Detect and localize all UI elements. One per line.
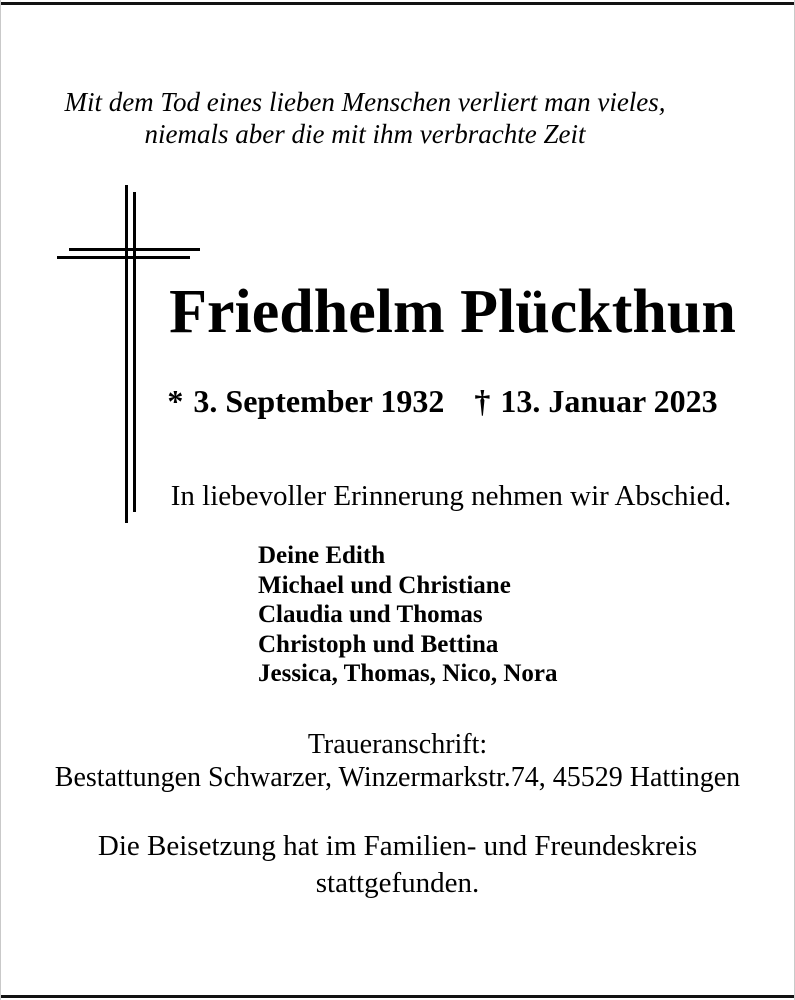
mourning-address: Bestattungen Schwarzer, Winzermarkstr.74, 45529 Hattingen xyxy=(54,762,741,793)
mourner-line: Jessica, Thomas, Nico, Nora xyxy=(258,660,558,687)
mourner-line: Michael und Christiane xyxy=(258,571,511,599)
death-date xyxy=(474,385,717,417)
cross-vertical-stroke-right xyxy=(133,192,136,512)
bottom-frame-line xyxy=(0,995,795,998)
death-date-text: 13. Januar 2023 xyxy=(500,383,718,419)
closing-line-1: Die Beisetzung hat im Familien- und Freundeskreis xyxy=(97,830,698,862)
birth-star-icon: * xyxy=(167,383,184,419)
deceased-name: Friedhelm Plückthun xyxy=(169,278,736,346)
epigraph xyxy=(0,86,730,150)
mourner-line: Christoph und Bettina xyxy=(258,630,499,658)
epigraph-line-2: niemals aber die mit ihm verbrachte Zeit xyxy=(144,119,586,149)
birth-date-text: 3. September 1932 xyxy=(193,383,445,419)
mourning-address-block xyxy=(0,728,795,794)
mourners-list xyxy=(258,541,558,689)
mourning-address-label: Traueranschrift: xyxy=(307,729,488,760)
cross-horizontal-stroke-upper xyxy=(69,248,200,251)
mourner-line: Claudia und Thomas xyxy=(258,601,483,628)
closing-note xyxy=(0,828,795,902)
cross-horizontal-stroke-lower xyxy=(57,256,190,259)
mourner-line: Deine Edith xyxy=(258,542,386,569)
death-dagger-icon: † xyxy=(474,383,491,419)
closing-line-2: stattgefunden. xyxy=(315,867,480,899)
epigraph-line-1: Mit dem Tod eines lieben Menschen verliert man vieles, xyxy=(64,87,666,117)
cross-vertical-stroke-left xyxy=(125,185,128,523)
life-dates xyxy=(85,385,795,417)
birth-date xyxy=(167,385,444,417)
top-frame-line xyxy=(0,2,795,5)
farewell-line: In liebevoller Erinnerung nehmen wir Abschied. xyxy=(170,480,732,512)
